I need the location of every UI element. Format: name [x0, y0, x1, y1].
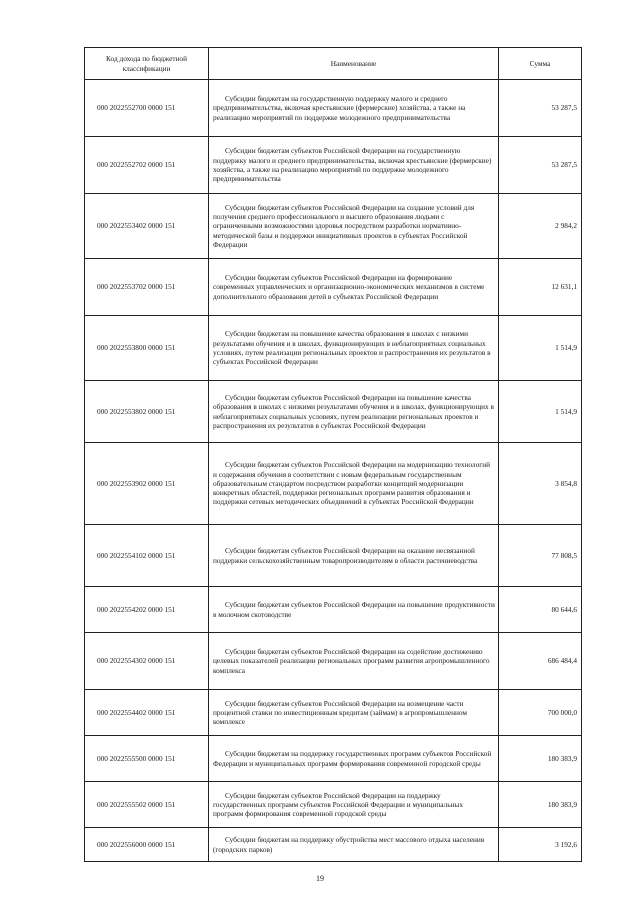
table-body: [85, 80, 582, 862]
row-code: 000 2022554102 0000 151: [85, 525, 209, 587]
row-amount: 2 984,2: [499, 194, 582, 259]
row-name: Субсидии бюджетам субъектов Российской Федерации на возмещение части процентной ставки по инвестиционным кредитам (займам) в агропромышленном комплексе: [213, 698, 468, 727]
table-row: [85, 80, 582, 137]
table-row: [85, 587, 582, 633]
row-name: Субсидии бюджетам субъектов Российской Федерации на создание условий для получения среднего профессионального и высшего образования людьми с ограниченными возможностями здоровья посредством разработки нормативно-методической базы и поддержки инициативных проектов в субъектах Российской Федерации: [213, 202, 475, 249]
row-name: Субсидии бюджетам субъектов Российской Федерации на поддержку государственных программ субъектов Российской Федерации и муниципальных программ формирования современной городской среды: [213, 790, 463, 819]
row-code: 000 2022552700 0000 151: [85, 80, 209, 137]
row-name: Субсидии бюджетам субъектов Российской Федерации на государственную поддержку малого и среднего предпринимательства, включая крестьянские (фермерские) хозяйства, а также на реализацию мероприятий по поддержке молодежного предпринимательства: [213, 146, 492, 184]
row-amount: 12 631,1: [499, 259, 582, 316]
table-row: [85, 381, 582, 443]
column-header-amount: Сумма: [499, 48, 582, 80]
row-amount: 700 000,0: [499, 690, 582, 736]
row-code: 000 2022554402 0000 151: [85, 690, 209, 736]
row-name-cell: [209, 80, 499, 137]
row-name: Субсидии бюджетам субъектов Российской Федерации на оказание несвязанной поддержки сельскохозяйственным товаропроизводителям в области растениеводства: [213, 546, 478, 565]
row-name: Субсидии бюджетам субъектов Российской Федерации на содействие достижению целевых показателей реализации региональных программ развития агропромышленного комплекса: [213, 647, 490, 675]
row-code: 000 2022555502 0000 151: [85, 782, 209, 828]
table-row: [85, 316, 582, 381]
row-name: Субсидии бюджетам на поддержку государственных программ субъектов Российской Федерации и муниципальных программ формирования современной городской среды: [213, 749, 492, 768]
table-header-row: [85, 48, 582, 80]
row-name-cell: [209, 443, 499, 525]
row-name-cell: [209, 525, 499, 587]
row-amount: 53 287,5: [499, 137, 582, 194]
row-name-cell: [209, 259, 499, 316]
row-name: Субсидии бюджетам на поддержку обустройства мест массового отдыха населения (городских парков): [213, 835, 485, 854]
row-code: 000 2022555500 0000 151: [85, 736, 209, 782]
row-amount: 80 644,6: [499, 587, 582, 633]
row-name-cell: [209, 316, 499, 381]
table-row: [85, 137, 582, 194]
row-name-cell: [209, 633, 499, 690]
row-code: 000 2022554302 0000 151: [85, 633, 209, 690]
row-amount: 180 383,9: [499, 736, 582, 782]
row-name-cell: [209, 782, 499, 828]
row-amount: 3 192,6: [499, 828, 582, 862]
row-amount: 686 484,4: [499, 633, 582, 690]
row-name-cell: [209, 736, 499, 782]
row-name-cell: [209, 587, 499, 633]
row-name-cell: [209, 828, 499, 862]
budget-income-table: [84, 47, 582, 862]
row-amount: 53 287,5: [499, 80, 582, 137]
table-row: [85, 736, 582, 782]
row-name-cell: [209, 381, 499, 443]
row-name: Субсидии бюджетам субъектов Российской Федерации на модернизацию технологий и содержания обучения в соответствии с новым федеральным государственным образовательным стандартом посредством разработки концепций модернизации конкретных областей, поддержки региональных программ развития образования и поддержки сетевых методических объединений в субъектах Российской Федерации: [213, 460, 491, 507]
table-row: [85, 443, 582, 525]
row-amount: 180 383,9: [499, 782, 582, 828]
row-name: Субсидии бюджетам субъектов Российской Федерации на повышение продуктивности в молочном скотоводстве: [213, 600, 495, 619]
row-amount: 77 808,5: [499, 525, 582, 587]
row-code: 000 2022553402 0000 151: [85, 194, 209, 259]
table-row: [85, 194, 582, 259]
row-amount: 3 854,8: [499, 443, 582, 525]
row-code: 000 2022556000 0000 151: [85, 828, 209, 862]
row-name: Субсидии бюджетам субъектов Российской Федерации на повышение качества образования в школах с низкими результатами обучения и в школах, функционирующих в неблагоприятных социальных условиях, путем реализации региональных проектов и распространения их результатов в субъектах Российской Федерации: [213, 392, 494, 430]
row-name: Субсидии бюджетам на государственную поддержку малого и среднего предпринимательства, включая крестьянские (фермерские) хозяйства, а также на реализацию мероприятий по поддержке молодежного предпринимательства: [213, 94, 466, 122]
row-amount: 1 514,9: [499, 381, 582, 443]
table-row: [85, 690, 582, 736]
table-row: [85, 525, 582, 587]
row-name: Субсидии бюджетам субъектов Российской Федерации на формирование современных управленческих и организационно-экономических механизмов в системе дополнительного образования детей в субъектах Российской Федерации: [213, 273, 485, 301]
row-code: 000 2022553802 0000 151: [85, 381, 209, 443]
row-code: 000 2022554202 0000 151: [85, 587, 209, 633]
page-number: 19: [316, 874, 324, 883]
table-row: [85, 828, 582, 862]
row-name: Субсидии бюджетам на повышение качества образования в школах с низкими результатами обучения и в школах, функционирующих в неблагоприятных социальных условиях, путем реализации региональных проектов и распространения их результатов в субъектах Российской Федерации: [213, 329, 491, 367]
row-code: 000 2022553902 0000 151: [85, 443, 209, 525]
row-code: 000 2022553702 0000 151: [85, 259, 209, 316]
row-name-cell: [209, 690, 499, 736]
row-code: 000 2022552702 0000 151: [85, 137, 209, 194]
table-row: [85, 782, 582, 828]
row-name-cell: [209, 194, 499, 259]
row-code: 000 2022553800 0000 151: [85, 316, 209, 381]
table-row: [85, 633, 582, 690]
column-header-code: Код дохода по бюджетной классификации: [85, 48, 209, 80]
row-amount: 1 514,9: [499, 316, 582, 381]
table-row: [85, 259, 582, 316]
column-header-name: Наименование: [209, 48, 499, 80]
row-name-cell: [209, 137, 499, 194]
